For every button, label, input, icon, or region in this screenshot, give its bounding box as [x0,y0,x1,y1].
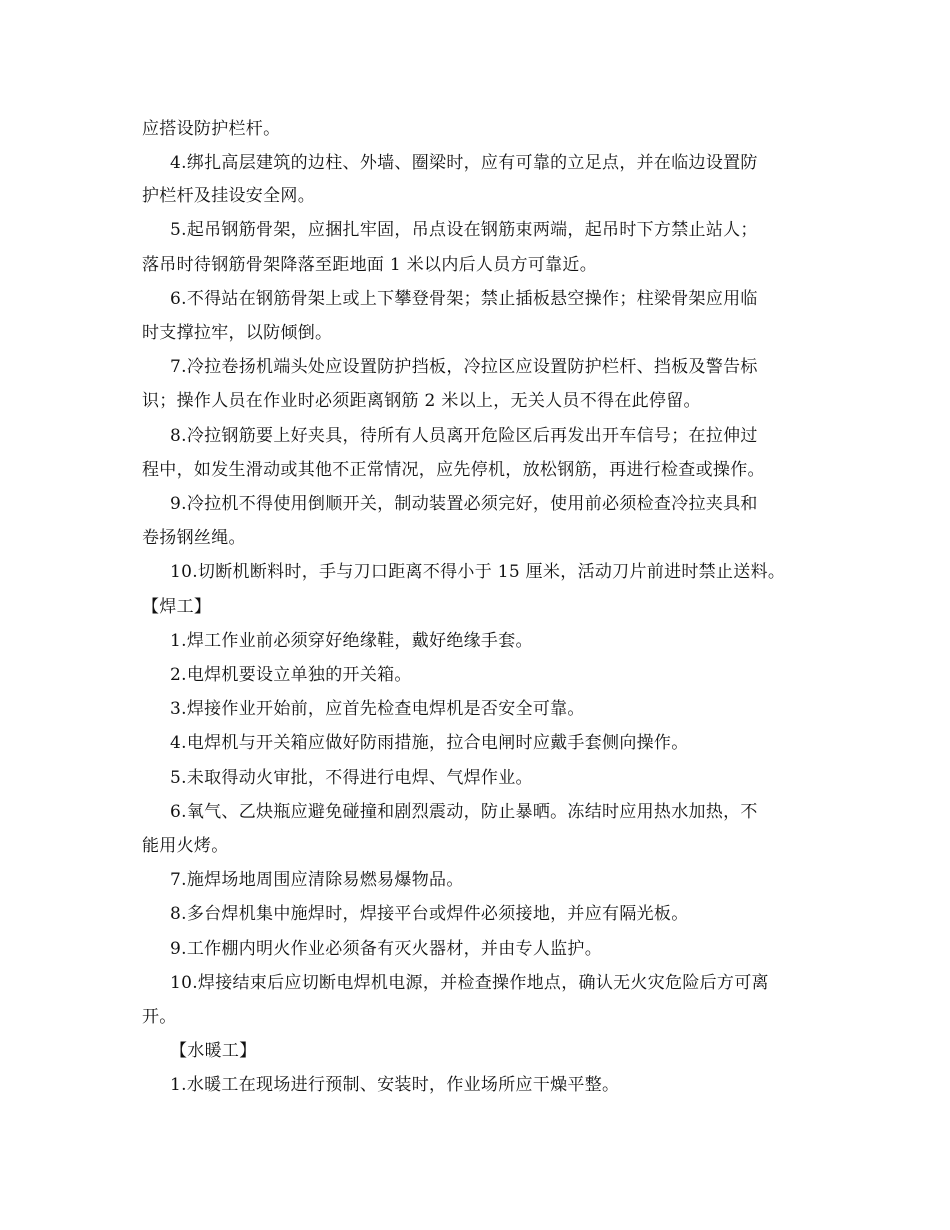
section-heading: 【焊工】 [142,597,212,617]
text-line: 5.未取得动火审批，不得进行电焊、气焊作业。 [170,768,533,788]
text-line: 应搭设防护栏杆。 [142,119,281,139]
section-heading: 【水暖工】 [170,1041,257,1061]
text-line: 能用火烤。 [142,836,229,856]
text-line: 2.电焊机要设立单独的开关箱。 [170,665,412,685]
text-line: 落吊时待钢筋骨架降落至距地面 1 米以内后人员方可靠近。 [142,255,598,275]
text-line: 7.冷拉卷扬机端头处应设置防护挡板，冷拉区应设置防护栏杆、挡板及警告标 [170,357,758,377]
text-line: 10.焊接结束后应切断电焊机电源，并检查操作地点，确认无火灾危险后方可离 [170,973,769,993]
text-line: 6.不得站在钢筋骨架上或上下攀登骨架；禁止插板悬空操作；柱梁骨架应用临 [170,289,758,309]
text-line: 识；操作人员在作业时必须距离钢筋 2 米以上，无关人员不得在此停留。 [142,391,701,411]
text-line: 1.焊工作业前必须穿好绝缘鞋，戴好绝缘手套。 [170,631,533,651]
text-line: 9.工作棚内明火作业必须备有灭火器材，并由专人监护。 [170,939,603,959]
text-line: 8.多台焊机集中施焊时，焊接平台或焊件必须接地，并应有隔光板。 [170,904,689,924]
text-line: 卷扬钢丝绳。 [142,528,246,548]
text-line: 9.冷拉机不得使用倒顺开关，制动装置必须完好，使用前必须检查冷拉夹具和 [170,494,758,514]
text-line: 4.绑扎高层建筑的边柱、外墙、圈梁时，应有可靠的立足点，并在临边设置防 [170,153,758,173]
text-line: 1.水暖工在现场进行预制、安装时，作业场所应干燥平整。 [170,1075,620,1095]
text-line: 3.焊接作业开始前，应首先检查电焊机是否安全可靠。 [170,699,585,719]
text-line: 程中，如发生滑动或其他不正常情况，应先停机，放松钢筋，再进行检查或操作。 [142,460,765,480]
text-line: 开。 [142,1007,177,1027]
text-line: 时支撑拉牢，以防倾倒。 [142,323,333,343]
text-line: 10.切断机断料时，手与刀口距离不得小于 15 厘米，活动刀片前进时禁止送料。 [170,562,786,582]
text-line: 5.起吊钢筋骨架，应捆扎牢固，吊点设在钢筋束两端，起吊时下方禁止站人； [170,220,758,240]
text-line: 8.冷拉钢筋要上好夹具，待所有人员离开危险区后再发出开车信号；在拉伸过 [170,426,758,446]
text-line: 4.电焊机与开关箱应做好防雨措施，拉合电闸时应戴手套侧向操作。 [170,733,689,753]
text-line: 护栏杆及挂设安全网。 [142,186,315,206]
text-line: 6.氧气、乙炔瓶应避免碰撞和剧烈震动，防止暴晒。冻结时应用热水加热，不 [170,802,758,822]
text-line: 7.施焊场地周围应清除易燃易爆物品。 [170,870,464,890]
